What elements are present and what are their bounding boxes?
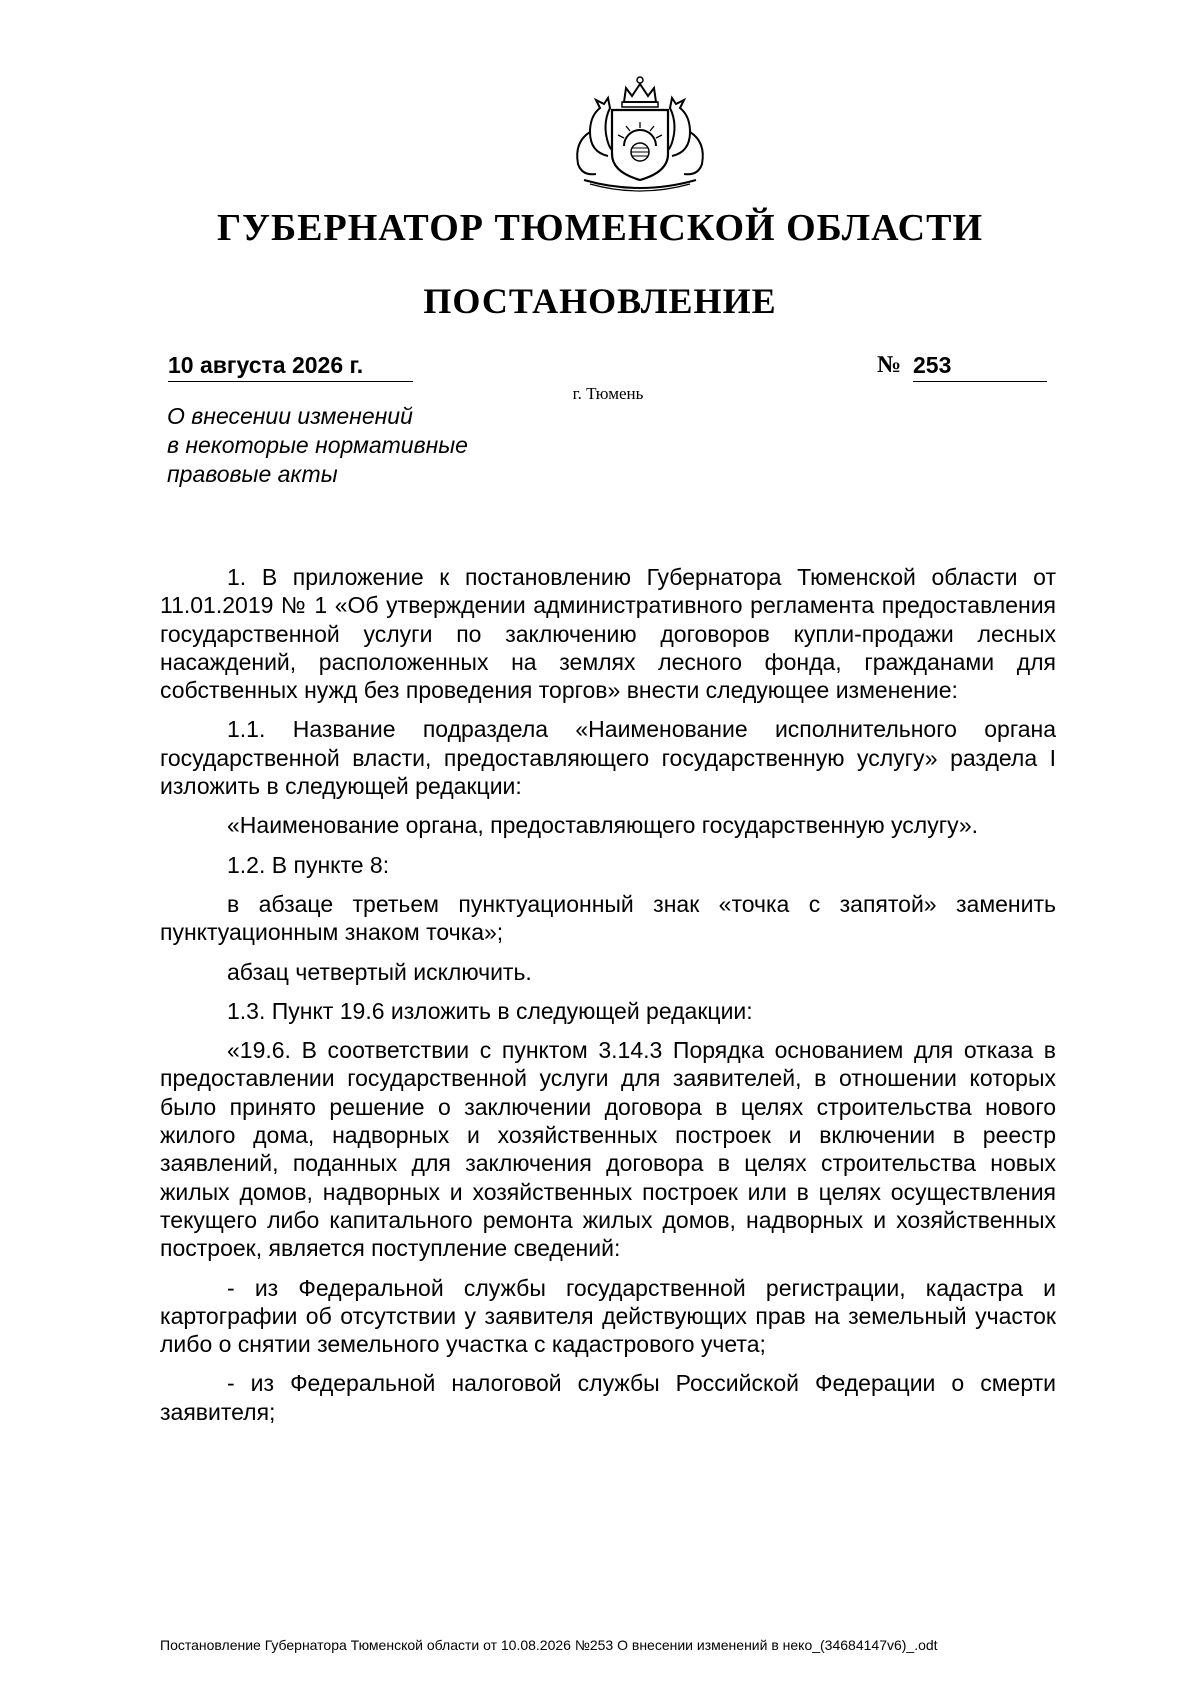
coat-of-arms-emblem <box>560 72 720 194</box>
subject-line: О внесении изменений <box>167 403 413 429</box>
body-paragraph: «19.6. В соответствии с пунктом 3.14.3 Порядка основанием для отказа в предоставлении государственной услуги для заявителей, в отношении которых было принято решение о заключении договора в целях строительства нового жилого дома, надворных и хозяйственных построек и включении в реестр заявлений, поданных для заключения договора в целях строительства новых жилых домов, надворных и хозяйственных построек или в целях осуществления текущего либо капитального ремонта жилых домов, надворных и хозяйственных построек, является поступление сведений: <box>160 1037 1056 1262</box>
body-paragraph: - из Федеральной налоговой службы Российской Федерации о смерти заявителя; <box>160 1370 1056 1425</box>
document-date: 10 августа 2026 г. <box>168 350 413 382</box>
subject-line: в некоторые нормативные <box>167 432 468 458</box>
body-paragraph: в абзаце третьем пунктуационный знак «точка с запятой» заменить пунктуационным знаком точка»; <box>160 890 1056 946</box>
issue-city: г. Тюмень <box>572 384 644 403</box>
body-paragraph: 1.2. В пункте 8: <box>227 851 390 878</box>
document-number: 253 <box>913 350 1047 382</box>
body-paragraph: 1.3. Пункт 19.6 изложить в следующей редакции: <box>227 997 753 1024</box>
number-sign: № <box>877 352 902 378</box>
page-footer: Постановление Губернатора Тюменской области от 10.08.2026 №253 О внесении изменений в неко_(34684147v6)_.odt <box>160 1637 938 1653</box>
body-paragraph: «Наименование органа, предоставляющего государственную услугу». <box>227 812 979 839</box>
document-type-title: ПОСТАНОВЛЕНИЕ <box>423 281 777 321</box>
body-paragraph: 1. В приложение к постановлению Губернатора Тюменской области от 11.01.2019 № 1 «Об утверждении административного регламента предоставления государственной услуги по заключению договоров купли-продажи лесных насаждений, расположенных на землях лесного фонда, гражданами для собственных нужд без проведения торгов» внести следующее изменение: <box>160 564 1056 704</box>
body-paragraph: - из Федеральной службы государственной регистрации, кадастра и картографии об отсутствии у заявителя действующих прав на земельный участок либо о снятии земельного участка с кадастрового учета; <box>160 1274 1056 1358</box>
document-subject <box>167 402 587 489</box>
authority-title: ГУБЕРНАТОР ТЮМЕНСКОЙ ОБЛАСТИ <box>216 207 984 249</box>
body-paragraph: абзац четвертый исключить. <box>227 958 532 985</box>
subject-line: правовые акты <box>167 461 338 487</box>
body-paragraph: 1.1. Название подраздела «Наименование исполнительного органа государственной власти, предоставляющего государственную услугу» раздела I изложить в следующей редакции: <box>160 716 1056 800</box>
document-body <box>160 563 1056 1437</box>
